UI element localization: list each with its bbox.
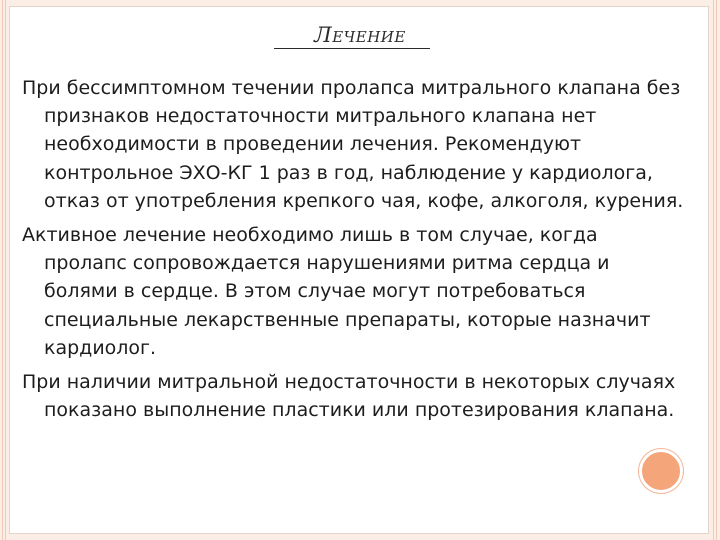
paragraph-active-treatment: Активное лечение необходимо лишь в том случае, когда пролапс сопровождается нарушениями ритма сердца и болями в сердце. В этом случае могут потребоваться специальные лекарственные препараты, которые назначит кардиолог. (22, 224, 651, 359)
slide-body (22, 74, 684, 430)
border-stripe-left (2, 0, 3, 540)
border-stripe-right-inner (713, 0, 714, 540)
paragraph-surgery: При наличии митральной недостаточности в некоторых случаях показано выполнение пластики или протезирования клапана. (22, 371, 676, 422)
paragraph-asymptomatic: При бессимптомном течении пролапса митрального клапана без признаков недостаточности митрального клапана нет необходимости в проведении лечения. Рекомендуют контрольное ЭХО-КГ 1 раз в год, наблюдение у кардиолога, отказ от употребления крепкого чая, кофе, алкоголя, курения. (22, 77, 684, 212)
border-stripe-left-inner (5, 0, 6, 540)
slide-title: Лечение (314, 23, 406, 47)
border-stripe-right (716, 0, 717, 540)
title-underline (274, 48, 430, 49)
decorative-circle-icon (639, 449, 683, 493)
